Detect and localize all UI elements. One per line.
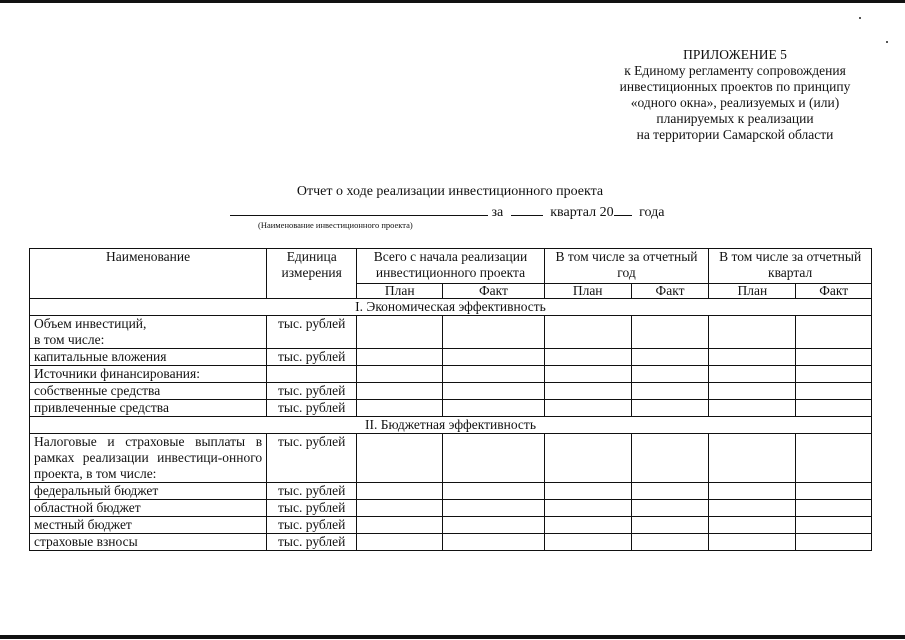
row-name: местный бюджет — [30, 517, 267, 534]
row-unit: тыс. рублей — [267, 434, 357, 483]
year-blank[interactable] — [614, 202, 632, 216]
value-cell[interactable] — [631, 383, 709, 400]
table-row — [30, 434, 872, 483]
value-cell[interactable] — [796, 400, 872, 417]
value-cell[interactable] — [544, 366, 631, 383]
header-plan: План — [357, 284, 443, 299]
report-title: Отчет о ходе реализации инвестиционного проекта — [296, 184, 604, 199]
table-row — [30, 400, 872, 417]
table-row — [30, 483, 872, 500]
value-cell[interactable] — [544, 483, 631, 500]
value-cell[interactable] — [796, 383, 872, 400]
table-row — [30, 366, 872, 383]
value-cell[interactable] — [443, 434, 544, 483]
row-unit: тыс. рублей — [267, 517, 357, 534]
value-cell[interactable] — [357, 349, 443, 366]
value-cell[interactable] — [443, 400, 544, 417]
value-cell[interactable] — [443, 366, 544, 383]
row-unit: тыс. рублей — [267, 316, 357, 349]
value-cell[interactable] — [544, 316, 631, 349]
value-cell[interactable] — [709, 400, 796, 417]
quarter-blank[interactable] — [511, 202, 543, 216]
value-cell[interactable] — [631, 483, 709, 500]
row-name: Налоговые и страховые выплаты в рамках реализации инвестици-онного проекта, в том числе: — [30, 434, 267, 483]
value-cell[interactable] — [443, 534, 544, 551]
value-cell[interactable] — [796, 316, 872, 349]
header-unit: Единица измерения — [267, 249, 357, 299]
quarter-label: квартал 20 — [550, 205, 614, 220]
table-row — [30, 349, 872, 366]
row-name: федеральный бюджет — [30, 483, 267, 500]
value-cell[interactable] — [631, 349, 709, 366]
row-name: областной бюджет — [30, 500, 267, 517]
value-cell[interactable] — [631, 434, 709, 483]
appendix-title: ПРИЛОЖЕНИЕ 5 — [683, 47, 787, 62]
value-cell[interactable] — [357, 534, 443, 551]
row-name: Источники финансирования: — [30, 366, 267, 383]
value-cell[interactable] — [357, 383, 443, 400]
row-unit: тыс. рублей — [267, 534, 357, 551]
value-cell[interactable] — [631, 500, 709, 517]
value-cell[interactable] — [544, 534, 631, 551]
value-cell[interactable] — [709, 316, 796, 349]
row-name: собственные средства — [30, 383, 267, 400]
value-cell[interactable] — [357, 500, 443, 517]
row-unit — [267, 366, 357, 383]
value-cell[interactable] — [796, 534, 872, 551]
value-cell[interactable] — [709, 349, 796, 366]
value-cell[interactable] — [631, 534, 709, 551]
report-period-line — [230, 202, 690, 221]
scan-speck — [886, 41, 888, 43]
value-cell[interactable] — [443, 349, 544, 366]
value-cell[interactable] — [709, 483, 796, 500]
table-row — [30, 500, 872, 517]
value-cell[interactable] — [709, 500, 796, 517]
value-cell[interactable] — [544, 500, 631, 517]
header-fact: Факт — [796, 284, 872, 299]
value-cell[interactable] — [443, 517, 544, 534]
row-unit: тыс. рублей — [267, 383, 357, 400]
value-cell[interactable] — [443, 500, 544, 517]
header-quarter: В том числе за отчетный квартал — [709, 249, 872, 284]
value-cell[interactable] — [796, 500, 872, 517]
header-plan: План — [709, 284, 796, 299]
row-name: страховые взносы — [30, 534, 267, 551]
value-cell[interactable] — [544, 349, 631, 366]
bottom-border-line — [0, 635, 905, 639]
value-cell[interactable] — [709, 366, 796, 383]
value-cell[interactable] — [709, 534, 796, 551]
scan-speck — [859, 17, 861, 19]
value-cell[interactable] — [709, 517, 796, 534]
value-cell[interactable] — [631, 366, 709, 383]
appendix-header — [580, 47, 890, 143]
table-row — [30, 534, 872, 551]
value-cell[interactable] — [709, 383, 796, 400]
top-border-line — [0, 0, 905, 3]
appendix-line: «одного окна», реализуемых и (или) — [630, 95, 840, 110]
value-cell[interactable] — [357, 434, 443, 483]
table-row — [30, 383, 872, 400]
value-cell[interactable] — [357, 517, 443, 534]
header-fact: Факт — [631, 284, 709, 299]
header-fact: Факт — [443, 284, 544, 299]
value-cell[interactable] — [631, 400, 709, 417]
report-table — [29, 248, 872, 551]
header-plan: План — [544, 284, 631, 299]
value-cell[interactable] — [357, 316, 443, 349]
appendix-line: к Единому регламенту сопровождения — [624, 63, 846, 78]
section-title: II. Бюджетная эффективность — [30, 417, 872, 434]
value-cell[interactable] — [443, 483, 544, 500]
value-cell[interactable] — [796, 483, 872, 500]
value-cell[interactable] — [631, 316, 709, 349]
table-row — [30, 316, 872, 349]
project-name-blank[interactable] — [230, 202, 488, 216]
value-cell[interactable] — [544, 400, 631, 417]
value-cell[interactable] — [357, 366, 443, 383]
value-cell[interactable] — [796, 349, 872, 366]
year-label: года — [639, 205, 665, 220]
value-cell[interactable] — [544, 383, 631, 400]
table-row — [30, 517, 872, 534]
row-unit: тыс. рублей — [267, 500, 357, 517]
za-label: за — [491, 205, 504, 220]
value-cell[interactable] — [357, 483, 443, 500]
row-name: капитальные вложения — [30, 349, 267, 366]
section-row — [30, 299, 872, 316]
project-name-caption: (Наименование инвестиционного проекта) — [258, 220, 413, 230]
value-cell[interactable] — [544, 434, 631, 483]
value-cell[interactable] — [796, 434, 872, 483]
header-name: Наименование — [30, 249, 267, 299]
row-unit: тыс. рублей — [267, 349, 357, 366]
value-cell[interactable] — [443, 383, 544, 400]
value-cell[interactable] — [443, 316, 544, 349]
section-title: I. Экономическая эффективность — [30, 299, 872, 316]
header-year: В том числе за отчетный год — [544, 249, 709, 284]
appendix-line: на территории Самарской области — [636, 127, 834, 142]
header-total: Всего с начала реализации инвестиционного проекта — [357, 249, 544, 284]
table-header-row — [30, 249, 872, 284]
value-cell[interactable] — [709, 434, 796, 483]
value-cell[interactable] — [357, 400, 443, 417]
value-cell[interactable] — [796, 517, 872, 534]
row-unit: тыс. рублей — [267, 400, 357, 417]
value-cell[interactable] — [796, 366, 872, 383]
row-unit: тыс. рублей — [267, 483, 357, 500]
section-row — [30, 417, 872, 434]
row-name: привлеченные средства — [30, 400, 267, 417]
appendix-line: инвестиционных проектов по принципу — [619, 79, 851, 94]
value-cell[interactable] — [631, 517, 709, 534]
appendix-line: планируемых к реализации — [656, 111, 814, 126]
value-cell[interactable] — [544, 517, 631, 534]
row-name: Объем инвестиций, в том числе: — [30, 316, 267, 349]
